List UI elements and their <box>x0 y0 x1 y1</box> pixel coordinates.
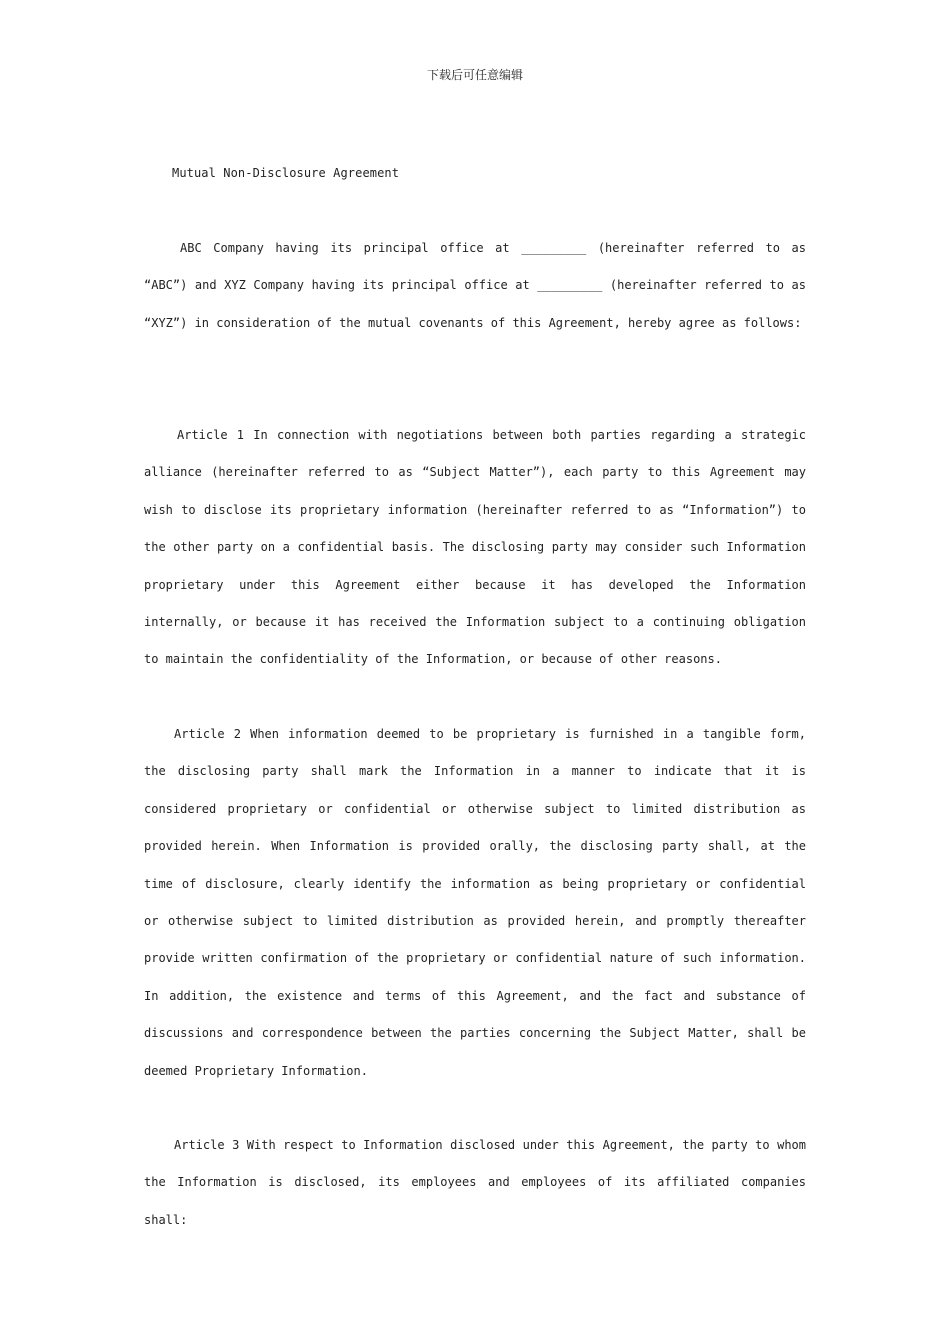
paragraph-article-1: Article 1 In connection with negotiations between both parties regarding a strategic alliance (hereinafter referred to as “Subject Matter”), each party to this Agreement may wish to disclose its proprietary information (hereinafter referred to as “Information”) to the other party on a confidential basis. The disclosing party may consider such Information proprietary under this Agreement either because it has developed the Information internally, or because it has received the Information subject to a continuing obligation to maintain the confidentiality of the Information, or because of other reasons. <box>144 428 806 667</box>
paragraph-article-3: Article 3 With respect to Information disclosed under this Agreement, the party to whom the Information is disclosed, its employees and employees of its affiliated companies shall: <box>144 1138 806 1227</box>
paragraph-article-2: Article 2 When information deemed to be proprietary is furnished in a tangible form, the disclosing party shall mark the Information in a manner to indicate that it is considered proprietary or confidential or otherwise subject to limited distribution as provided herein. When Information is provided orally, the disclosing party shall, at the time of disclosure, clearly identify the information as being proprietary or confidential or otherwise subject to limited distribution as provided herein, and promptly thereafter provide written confirmation of the proprietary or confidential nature of such information. In addition, the existence and terms of this Agreement, and the fact and substance of discussions and correspondence between the parties concerning the Subject Matter, shall be deemed Proprietary Information. <box>144 727 806 1078</box>
paragraph-intro: ABC Company having its principal office at _________ (hereinafter referred to as “ABC”) and XYZ Company having its principal office at _________ (hereinafter referred to as “XYZ”) in consideration of the mutual covenants of this Agreement, hereby agree as follows: <box>144 241 806 330</box>
header-note: 下载后可任意编辑 <box>426 68 523 82</box>
document-title: Mutual Non-Disclosure Agreement <box>172 166 400 180</box>
